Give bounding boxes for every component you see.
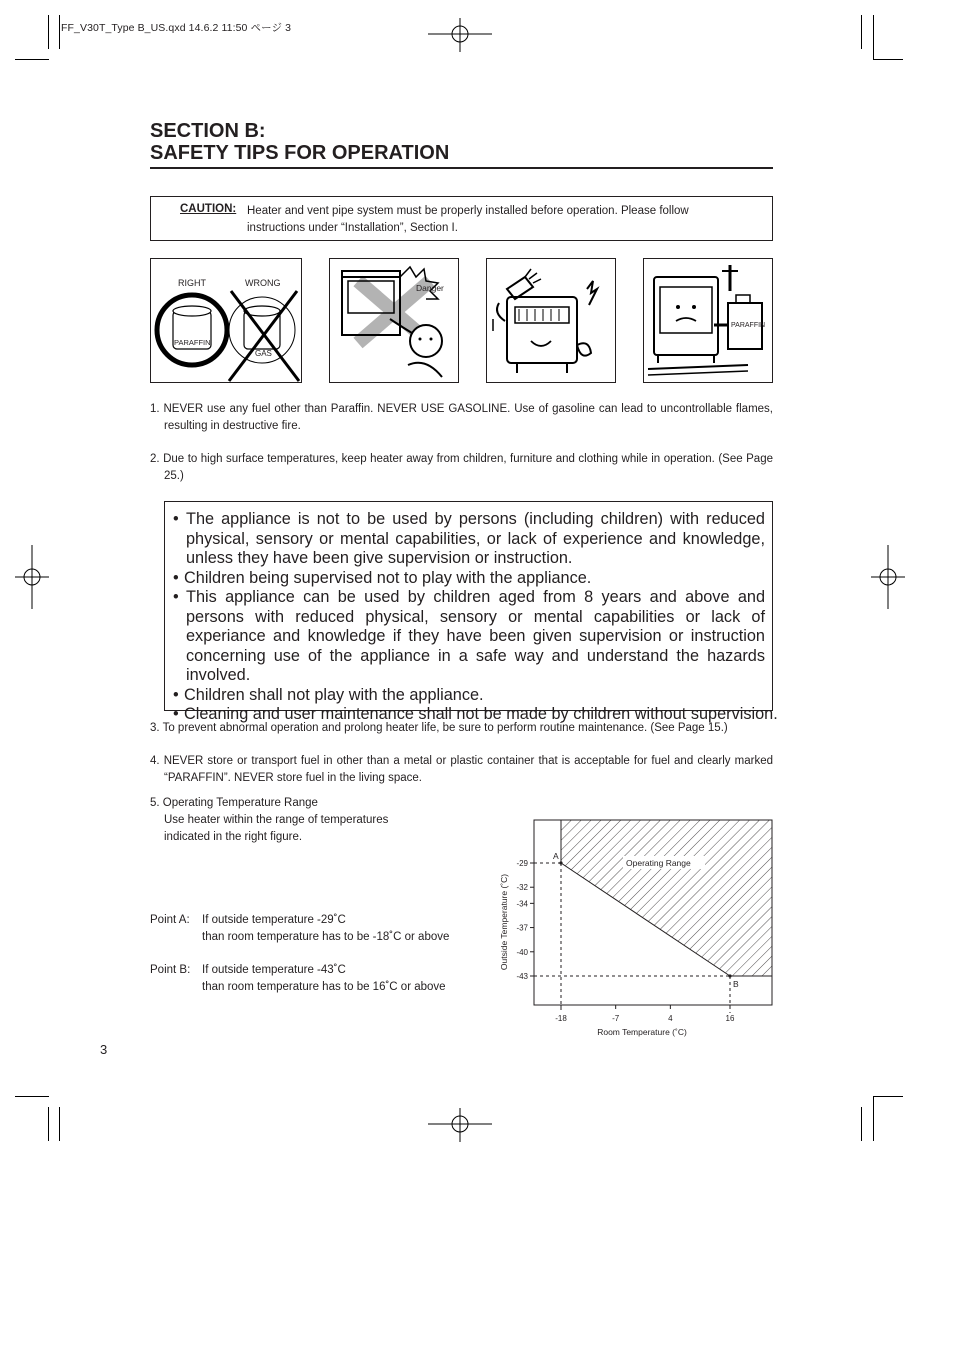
point-a-marker	[559, 861, 562, 864]
page-number: 3	[100, 1042, 108, 1057]
safety-item	[150, 753, 773, 787]
operating-range-label: Operating Range	[626, 858, 691, 868]
y-tick-label: -29	[516, 859, 528, 868]
child-danger-illustration	[329, 258, 459, 383]
caution-label: CAUTION:	[180, 203, 237, 215]
heater-icon	[654, 277, 718, 355]
crop-mark	[48, 1107, 49, 1141]
clean-heater-illustration	[486, 258, 616, 383]
item-line: Use heater within the range of temperatures	[164, 814, 389, 826]
brush-icon	[507, 277, 533, 299]
file-slug: FF_V30T_Type B_US.qxd 14.6.2 11:50 ページ 3	[61, 22, 292, 34]
item-number: 5.	[150, 797, 160, 809]
item-number: 3.	[150, 722, 160, 734]
danger-label: Danger	[416, 283, 444, 293]
warning-item: • Cleaning and user maintenance shall not be made by children without supervision.	[173, 705, 778, 723]
item-text: Due to high surface temperatures, keep heater away from children, furniture and clothing while in operation. (See Page 25.)	[163, 453, 773, 482]
safety-item	[150, 451, 773, 485]
crop-mark	[873, 1096, 903, 1097]
warning-item: • Children being supervised not to play with the appliance.	[173, 568, 592, 587]
child-danger-drawing	[330, 259, 458, 382]
paraffin-label: PARAFFIN	[174, 338, 211, 347]
item-number: 4.	[150, 755, 160, 767]
crop-mark	[59, 1107, 60, 1141]
y-tick-label: -32	[516, 883, 528, 893]
safety-item	[150, 401, 773, 435]
right-label: RIGHT	[178, 278, 206, 288]
crop-mark	[15, 1096, 49, 1097]
item-number: 1.	[150, 403, 160, 415]
point-b-marker	[728, 974, 731, 977]
item-text: To prevent abnormal operation and prolong heater life, be sure to perform routine maintenance. (See Page 15.)	[162, 722, 728, 734]
warning-list	[173, 510, 778, 725]
item-text: NEVER store or transport fuel in other than a metal or plastic container that is acceptable for fuel and clearly marked “PARAFFIN”. NEVER store fuel in the living space.	[163, 755, 773, 784]
item-number: 2.	[150, 453, 160, 465]
title-rule	[150, 167, 773, 169]
point-label: Point B:	[150, 964, 191, 976]
point-line: than room temperature has to be -18˚C or above	[202, 931, 450, 943]
y-tick-label: -40	[516, 947, 528, 957]
section-title	[150, 120, 449, 164]
point-line: If outside temperature -29˚C	[202, 914, 346, 926]
point-label: Point A:	[150, 914, 190, 926]
crop-mark	[15, 59, 49, 60]
item-heading: Operating Temperature Range	[162, 797, 318, 809]
x-tick-label: -7	[612, 1014, 620, 1023]
safety-item	[150, 720, 773, 737]
container-label: PARAFFIN	[731, 322, 766, 329]
registration-mark	[428, 18, 492, 52]
x-tick-label: 16	[725, 1014, 735, 1023]
x-tick-label: 4	[668, 1014, 673, 1023]
caution-box	[150, 196, 773, 241]
section-title-line1: SECTION B:	[150, 120, 266, 142]
point-line: than room temperature has to be 16˚C or above	[202, 981, 446, 993]
point-b-label: B	[733, 979, 739, 989]
crop-mark	[861, 15, 862, 49]
y-tick-label: -43	[516, 972, 528, 981]
registration-mark	[428, 1108, 492, 1142]
fuel-storage-illustration	[643, 258, 773, 383]
chart-svg	[490, 812, 790, 1052]
x-axis-label: Room Temperature (˚C)	[597, 1027, 687, 1037]
point-a	[150, 912, 480, 946]
section-title-line2: SAFETY TIPS FOR OPERATION	[150, 142, 450, 164]
y-tick-label: -34	[516, 899, 528, 909]
crop-mark	[861, 1107, 862, 1141]
warning-box	[164, 501, 778, 723]
point-line: If outside temperature -43˚C	[202, 964, 346, 976]
item-text: NEVER use any fuel other than Paraffin. NEVER USE GASOLINE. Use of gasoline can lead to uncontrollable flames, resulting in destructive fire.	[163, 403, 773, 432]
child-icon	[410, 325, 442, 357]
item-line: indicated in the right figure.	[164, 831, 303, 843]
fuel-drawing	[151, 259, 301, 382]
warning-item: • Children shall not play with the appliance.	[173, 685, 484, 704]
x-tick-label: -18	[555, 1014, 567, 1023]
temperature-chart	[490, 812, 790, 1052]
cross-icon	[231, 291, 299, 381]
crop-mark	[59, 15, 60, 49]
crop-mark	[873, 15, 874, 59]
fuel-illustration	[150, 258, 302, 383]
registration-mark	[871, 545, 905, 609]
caution-text: Heater and vent pipe system must be properly installed before operation. Please follow instructions under “Installation”, Section I.	[247, 205, 689, 234]
warning-item: • This appliance can be used by children aged from 8 years and above and persons with reduced physical, sensory or mental capabilities or lack of experiance and knowledge if they have been given supervision or instruction concerning use of the appliance in a safe way and understand the hazards involved.	[173, 588, 765, 684]
fuel-storage-drawing	[644, 259, 772, 382]
registration-mark	[15, 545, 49, 609]
wrong-label: WRONG	[245, 278, 281, 288]
y-axis-label: Outside Temperature (˚C)	[499, 873, 509, 971]
gas-label: GAS	[255, 349, 272, 358]
warning-item: • The appliance is not to be used by persons (including children) with reduced physical, sensory or mental capabilities, or lack of experience and knowledge, unless they have been give supervision or instruction.	[173, 510, 765, 567]
clean-heater-drawing	[487, 259, 615, 382]
crop-mark	[48, 15, 49, 49]
crop-mark	[873, 59, 903, 60]
point-a-label: A	[553, 851, 559, 861]
crop-mark	[873, 1096, 874, 1141]
operating-range-region	[561, 820, 772, 976]
operating-range-text	[150, 795, 480, 846]
y-tick-label: -37	[516, 923, 528, 933]
point-b	[150, 962, 480, 996]
